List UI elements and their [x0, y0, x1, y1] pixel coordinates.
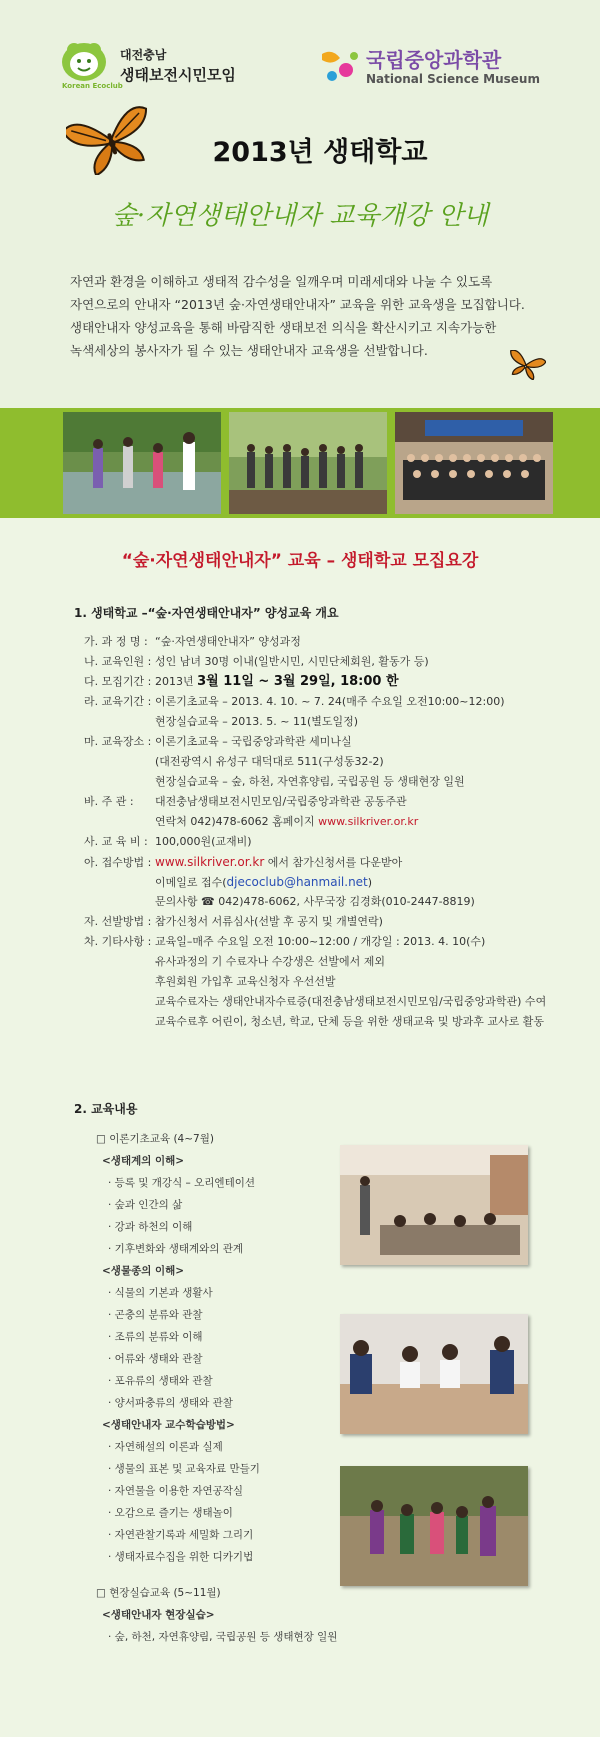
- email-link[interactable]: djecoclub@hanmail.net: [226, 875, 368, 889]
- curriculum-group: <생태안내자 현장실습>: [102, 1609, 215, 1621]
- row-email: [84, 872, 584, 892]
- ecoclub-logo-text: Korean Ecoclub: [62, 82, 123, 90]
- row-period-cont: [84, 712, 584, 732]
- email-prefix: 이메일로 접수(: [155, 876, 227, 889]
- recruit-period: 3월 11일 ~ 3월 29일, 18:00 한: [197, 674, 399, 689]
- photo-forest-boardwalk: [229, 412, 387, 514]
- row-etc-cont: [84, 972, 584, 992]
- row-label: 바. 주 관 :: [84, 795, 134, 808]
- row-recruit: [84, 672, 584, 692]
- row-value: 참가신청서 서류심사(선발 후 공지 및 개별연락): [155, 915, 383, 928]
- row-value: (대전광역시 유성구 대덕대로 511(구성동32-2): [155, 755, 384, 768]
- science-museum-logo-mark: [318, 44, 362, 88]
- photo-stream-activity: [63, 412, 221, 514]
- row-label: 아. 접수방법 :: [84, 856, 152, 869]
- list-item: · 강과 하천의 이해: [108, 1221, 193, 1233]
- homepage-link[interactable]: www.silkriver.or.kr: [318, 815, 419, 828]
- row-value: 성인 남녀 30명 이내(일반시민, 시민단체회원, 활동가 등): [155, 655, 429, 668]
- curriculum-heading: 2. 교육내용: [74, 1102, 138, 1116]
- list-item: · 양서파충류의 생태와 관찰: [108, 1397, 233, 1409]
- row-fee: [84, 832, 584, 852]
- row-place: [84, 732, 584, 752]
- butterfly-small-icon: [506, 350, 546, 380]
- list-item: · 포유류의 생태와 관찰: [108, 1375, 213, 1387]
- apply-suffix: 에서 참가신청서를 다운받아: [264, 856, 403, 869]
- org-left-line1: 대전충남: [120, 48, 167, 62]
- row-value: 현장실습교육 – 숲, 하천, 자연휴양림, 국립공원 등 생태현장 일원: [155, 775, 465, 788]
- photo-workshop: [340, 1314, 528, 1434]
- list-item: · 어류와 생태와 관찰: [108, 1353, 203, 1365]
- row-value: [155, 672, 399, 692]
- row-value: 현장실습교육 – 2013. 5. ~ 11(별도일정): [155, 715, 359, 728]
- row-value: 이론기초교육 – 2013. 4. 10. ~ 7. 24(매주 수요일 오전10:00~12:00): [155, 695, 505, 708]
- list-item: · 숲, 하천, 자연휴양림, 국립공원 등 생태현장 일원: [108, 1631, 338, 1643]
- row-label: 가. 과 정 명 :: [84, 635, 148, 648]
- row-value: 문의사항 ☎ 042)478-6062, 사무국장 김경화(010-2447-8819): [155, 895, 475, 908]
- list-item: · 생물의 표본 및 교육자료 만들기: [108, 1463, 260, 1475]
- list-item: · 자연물을 이용한 자연공작실: [108, 1485, 244, 1497]
- row-etc-cont: [84, 992, 584, 1012]
- list-item: · 등록 및 개강식 – 오리엔테이션: [108, 1177, 255, 1189]
- row-value: 교육수료자는 생태안내자수료증(대전충남생태보전시민모임/국립중앙과학관) 수여: [155, 995, 547, 1008]
- row-label: 다. 모집기간 :: [84, 675, 152, 688]
- row-label: 차. 기타사항 :: [84, 935, 152, 948]
- row-label: 사. 교 육 비 :: [84, 835, 148, 848]
- curriculum-list: [88, 1128, 368, 1648]
- intro-line: 생태안내자 양성교육을 통해 바람직한 생태보전 의식을 확산시키고 지속가능한: [70, 320, 497, 335]
- curriculum-category: □ 현장실습교육 (5~11월): [96, 1587, 221, 1599]
- row-host: [84, 792, 584, 812]
- row-label: 라. 교육기간 :: [84, 695, 152, 708]
- list-item: · 곤충의 분류와 관찰: [108, 1309, 203, 1321]
- contact-prefix: 연락처 042)478-6062 홈페이지: [155, 815, 319, 828]
- row-value: 교육일–매주 수요일 오전 10:00~12:00 / 개강일 : 2013. 4. 10(수): [155, 935, 486, 948]
- row-apply: [84, 852, 584, 872]
- row-value: “숲·자연생태안내자” 양성과정: [155, 635, 301, 648]
- row-etc-cont: [84, 1012, 584, 1032]
- curriculum-group: <생물종의 이해>: [102, 1265, 185, 1277]
- row-value: 이론기초교육 – 국립중앙과학관 세미나실: [155, 735, 352, 748]
- row-inquiry: [84, 892, 584, 912]
- photo-group-hall: [395, 412, 553, 514]
- row-value: 유사과정의 기 수료자나 수강생은 선발에서 제외: [155, 955, 386, 968]
- science-museum-name-en: National Science Museum: [366, 72, 540, 86]
- page-subtitle: 숲·자연생태안내자 교육개강 안내: [111, 201, 489, 231]
- email-suffix: ): [367, 876, 373, 889]
- photo-field-trip: [340, 1466, 528, 1586]
- row-contact: [84, 812, 584, 832]
- row-label: 나. 교육인원 :: [84, 655, 152, 668]
- row-value: 후원회원 가입후 교육신청자 우선선발: [155, 975, 336, 988]
- curriculum-group: <생태안내자 교수학습방법>: [102, 1419, 235, 1431]
- row-value: 대전충남생태보전시민모임/국립중앙과학관 공동주관: [155, 795, 407, 808]
- row-label: 자. 선발방법 :: [84, 915, 152, 928]
- list-item: · 기후변화와 생태계와의 관계: [108, 1243, 244, 1255]
- intro-line: 녹색세상의 봉사자가 될 수 있는 생태안내자 교육생을 선발합니다.: [70, 343, 428, 358]
- row-value: 100,000원(교재비): [155, 835, 252, 848]
- row-value: [155, 852, 402, 873]
- ecoclub-logo-mark: [60, 40, 108, 82]
- intro-line: 자연과 환경을 이해하고 생태적 감수성을 일깨우며 미래세대와 나눌 수 있도록: [70, 274, 493, 289]
- row-place-cont: [84, 752, 584, 772]
- curriculum-category: □ 이론기초교육 (4~7월): [96, 1133, 214, 1145]
- overview-list: [84, 632, 584, 1032]
- org-left-line2: 생태보전시민모임: [120, 66, 236, 84]
- spacer: [88, 1568, 368, 1582]
- row-label: 마. 교육장소 :: [84, 735, 152, 748]
- photo-classroom-lecture: [340, 1145, 528, 1265]
- list-item: · 자연관찰기록과 세밀화 그리기: [108, 1529, 254, 1541]
- row-value: [155, 812, 418, 832]
- row-value: [155, 872, 372, 893]
- row-people: [84, 652, 584, 672]
- intro-line: 자연으로의 안내자 “2013년 숲·자연생태안내자” 교육을 위한 교육생을 모집합니다.: [70, 297, 525, 312]
- row-etc-cont: [84, 952, 584, 972]
- list-item: · 자연해설의 이론과 실제: [108, 1441, 223, 1453]
- list-item: · 오감으로 즐기는 생태놀이: [108, 1507, 233, 1519]
- ecoclub-logo: [60, 40, 270, 90]
- row-select: [84, 912, 584, 932]
- page-title: 2013년 생태학교: [212, 137, 428, 168]
- curriculum-group: <생태계의 이해>: [102, 1155, 185, 1167]
- list-item: · 숲과 인간의 삶: [108, 1199, 183, 1211]
- row-place-cont: [84, 772, 584, 792]
- list-item: · 조류의 분류와 이해: [108, 1331, 203, 1343]
- row-value: 교육수료후 어린이, 청소년, 학교, 단체 등을 위한 생태교육 및 방과후 교사로 활동: [155, 1015, 544, 1028]
- list-item: · 생태자료수집을 위한 디카기법: [108, 1551, 254, 1563]
- intro-text: [70, 270, 550, 362]
- row-course: [84, 632, 584, 652]
- section-title: “숲·자연생태안내자” 교육 – 생태학교 모집요강: [121, 551, 479, 571]
- row-etc: [84, 932, 584, 952]
- list-item: · 식물의 기본과 생활사: [108, 1287, 213, 1299]
- overview-heading: 1. 생태학교 –“숲·자연생태안내자” 양성교육 개요: [74, 606, 339, 620]
- recruit-prefix: 2013년: [155, 675, 198, 688]
- science-museum-logo: [318, 44, 558, 94]
- apply-link[interactable]: www.silkriver.or.kr: [155, 855, 265, 869]
- row-period: [84, 692, 584, 712]
- science-museum-name-ko: 국립중앙과학관: [366, 48, 502, 72]
